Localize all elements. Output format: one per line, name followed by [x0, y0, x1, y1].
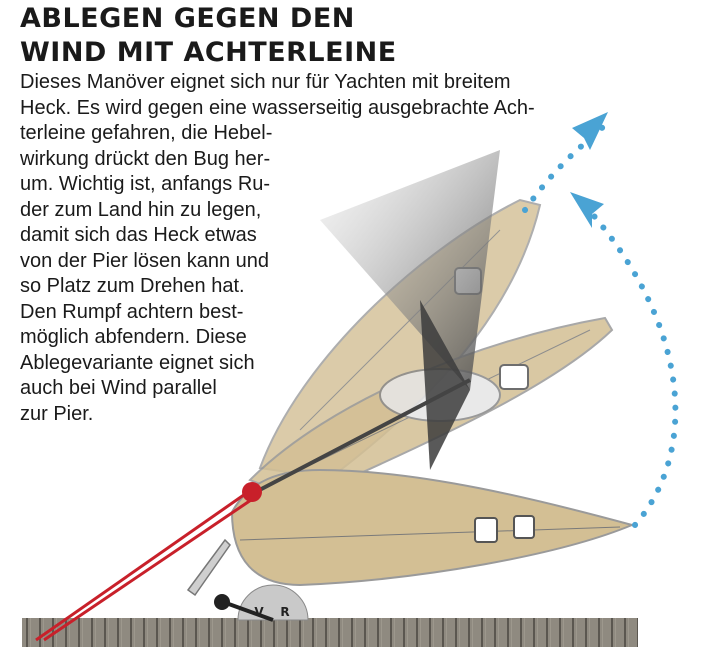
body-line: wirkung drückt den Bug her- — [20, 147, 271, 170]
body-line: damit sich das Heck etwas — [20, 224, 257, 246]
title-line-1: ABLEGEN GEGEN DEN — [20, 3, 355, 34]
body-line: der zum Land hin zu legen, — [20, 198, 262, 221]
throttle-forward-label: V — [254, 605, 264, 619]
body-line: Ablegevariante eignet sich — [20, 351, 255, 374]
title-line-2: WIND MIT ACHTERLEINE — [20, 37, 397, 68]
throttle-reverse-label: R — [280, 605, 290, 619]
body-line: Dieses Manöver eignet sich nur für Yachten mit breitem — [20, 71, 511, 93]
body-line: möglich abfendern. Diese — [20, 326, 247, 348]
body-line: zur Pier. — [20, 402, 94, 425]
body-line: Den Rumpf achtern best- — [20, 300, 244, 323]
body-line: auch bei Wind parallel — [20, 377, 217, 399]
rudder — [188, 540, 230, 595]
arrow-head — [572, 112, 608, 150]
body-line: um. Wichtig ist, anfangs Ru- — [20, 173, 271, 195]
pier — [22, 618, 638, 647]
body-line: von der Pier lösen kann und — [20, 249, 270, 272]
arrow-head — [570, 192, 604, 228]
body-line: terleine gefahren, die Hebel- — [20, 122, 273, 144]
body-line: so Platz zum Drehen hat. — [20, 275, 245, 297]
body-line: Heck. Es wird gegen eine wasserseitig ausgebrachte Ach- — [20, 96, 535, 119]
stern-cleat — [242, 482, 262, 502]
article-body — [20, 70, 535, 427]
yacht-position-1 — [232, 470, 632, 585]
throttle-gauge — [214, 585, 308, 620]
motion-arrow — [580, 200, 675, 525]
